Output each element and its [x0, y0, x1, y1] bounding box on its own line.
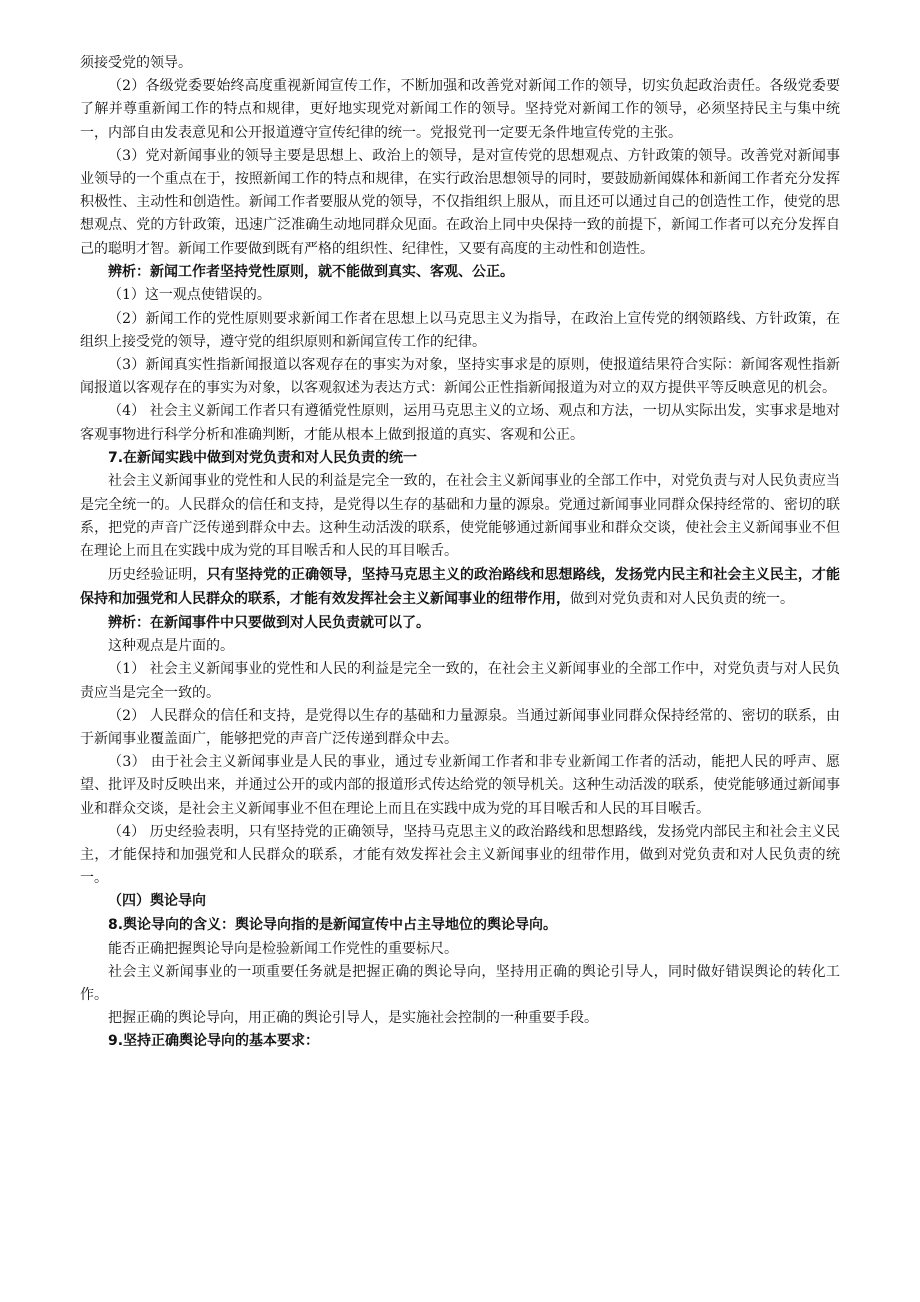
paragraph: 能否正确把握舆论导向是检验新闻工作党性的重要标尺。 — [108, 940, 458, 957]
paragraph: （1） 社会主义新闻事业的党性和人民的利益是完全一致的，在社会主义新闻事业的全部工作中，对党负责与对人民负责应当是完全一致的。 — [80, 661, 840, 701]
section-heading-4: （四）舆论导向 — [108, 893, 206, 910]
paragraph: 社会主义新闻事业的党性和人民的利益是完全一致的，在社会主义新闻事业的全部工作中，对党负责与对人民负责应当是完全统一的。人民群众的信任和支持，是党得以生存的基础和力量的源泉。党通过新闻事业同群众保持经常的、密切的联系，把党的声音广泛传递到群众中去。这种生动活泼的联系，使党能够通过新闻事业和群众交谈，使社会主义新闻事业不但在理论上而且在实践中成为党的耳目喉舌和人民的耳目喉舌。 — [80, 473, 840, 560]
section-heading-8: 8.舆论导向的含义：舆论导向指的是新闻宣传中占主导地位的舆论导向。 — [108, 917, 558, 934]
text-run: 做到对党负责和对人民负责的统一。 — [570, 591, 794, 608]
paragraph: （2） 人民群众的信任和支持，是党得以生存的基础和力量源泉。当通过新闻事业同群众保持经常的、密切的联系，由于新闻事业覆盖面广，能够把党的声音广泛传递到群众中去。 — [80, 707, 840, 748]
paragraph: 社会主义新闻事业的一项重要任务就是把握正确的舆论导向，坚持用正确的舆论引导人，同时做好错误舆论的转化工作。 — [80, 963, 840, 1004]
paragraph: 须接受党的领导。 — [80, 55, 192, 71]
text-run: 历史经验证明， — [108, 567, 207, 584]
analysis-heading: 辨析：在新闻事件中只要做到对人民负责就可以了。 — [108, 614, 430, 631]
paragraph: （2）新闻工作的党性原则要求新闻工作者在思想上以马克思主义为指导，在政治上宣传党的纲领路线、方针政策，在组织上接受党的领导，遵守党的组织原则和新闻宣传工作的纪律。 — [80, 310, 840, 350]
paragraph: （3） 由于社会主义新闻事业是人民的事业，通过专业新闻工作者和非专业新闻工作者的活动，能把人民的呼声、愿望、批评及时反映出来，并通过公开的或内部的报道形式传达给党的领导机关。这种生动活泼的联系，使党能够通过新闻事业和群众交谈，是社会主义新闻事业不但在理论上而且在实践中成为党的耳目喉舌和人民的耳目喉舌。 — [80, 754, 840, 817]
analysis-heading: 辨析：新闻工作者坚持党性原则，就不能做到真实、客观、公正。 — [108, 263, 514, 280]
section-heading-9: 9.坚持正确舆论导向的基本要求： — [108, 1033, 320, 1050]
paragraph: （4） 历史经验表明，只有坚持党的正确领导，坚持马克思主义的政治路线和思想路线，发扬党内部民主和社会主义民主，才能保持和加强党和人民群众的联系，才能有效发挥社会主义新闻事业的纽带作用，做到对党负责和对人民负责的统一。 — [80, 823, 840, 887]
paragraph — [80, 563, 840, 611]
paragraph: （3）党对新闻事业的领导主要是思想上、政治上的领导，是对宣传党的思想观点、方针政策的领导。改善党对新闻事业领导的一个重点在于，按照新闻工作的特点和规律，在实行政治思想领导的同时，要鼓励新闻媒体和新闻工作者充分发挥积极性、主动性和创造性。新闻工作者要服从党的领导，不仅指组织上服从，而且还可以通过自己的创造性工作，使党的思想观点、党的方针政策，迅速广泛准确生动地同群众见面。在政治上同中央保持一致的前提下，新闻工作者可以充分发挥自己的聪明才智。新闻工作要做到既有严格的组织性、纪律性，又要有高度的主动性和创造性。 — [80, 147, 840, 257]
document-page — [80, 52, 840, 1054]
paragraph: 把握正确的舆论导向，用正确的舆论引导人，是实施社会控制的一种重要手段。 — [108, 1010, 598, 1027]
section-heading-7: 7.在新闻实践中做到对党负责和对人民负责的统一 — [108, 449, 418, 466]
paragraph: （2）各级党委要始终高度重视新闻宣传工作，不断加强和改善党对新闻工作的领导，切实负起政治责任。各级党委要了解并尊重新闻工作的特点和规律，更好地实现党对新闻工作的领导。坚持党对新闻工作的领导，必须坚持民主与集中统一，内部自由发表意见和公开报道遵守宣传纪律的统一。党报党刊一定要无条件地宣传党的主张。 — [80, 78, 840, 141]
paragraph: （3）新闻真实性指新闻报道以客观存在的事实为对象，坚持实事求是的原则，使报道结果符合实际：新闻客观性指新闻报道以客观存在的事实为对象，以客观叙述为表达方式：新闻公正性指新闻报道为对立的双方提供平等反映意见的机会。 — [80, 357, 840, 397]
paragraph: （4） 社会主义新闻工作者只有遵循党性原则，运用马克思主义的立场、观点和方法，一切从实际出发，实事求是地对客观事物进行科学分析和准确判断，才能从根本上做到报道的真实、客观和公正。 — [80, 403, 840, 443]
bold-text-run: 只有坚持党的正确领导，坚持马克思主义的政治路线和思想路线，发扬党内民主和社会主义民主，才能保持和加强党和人民群众的联系，才能有效发挥社会主义新闻事业的纽带作用， — [80, 566, 841, 607]
paragraph: （1）这一观点使错误的。 — [108, 287, 271, 304]
paragraph: 这种观点是片面的。 — [108, 638, 234, 655]
